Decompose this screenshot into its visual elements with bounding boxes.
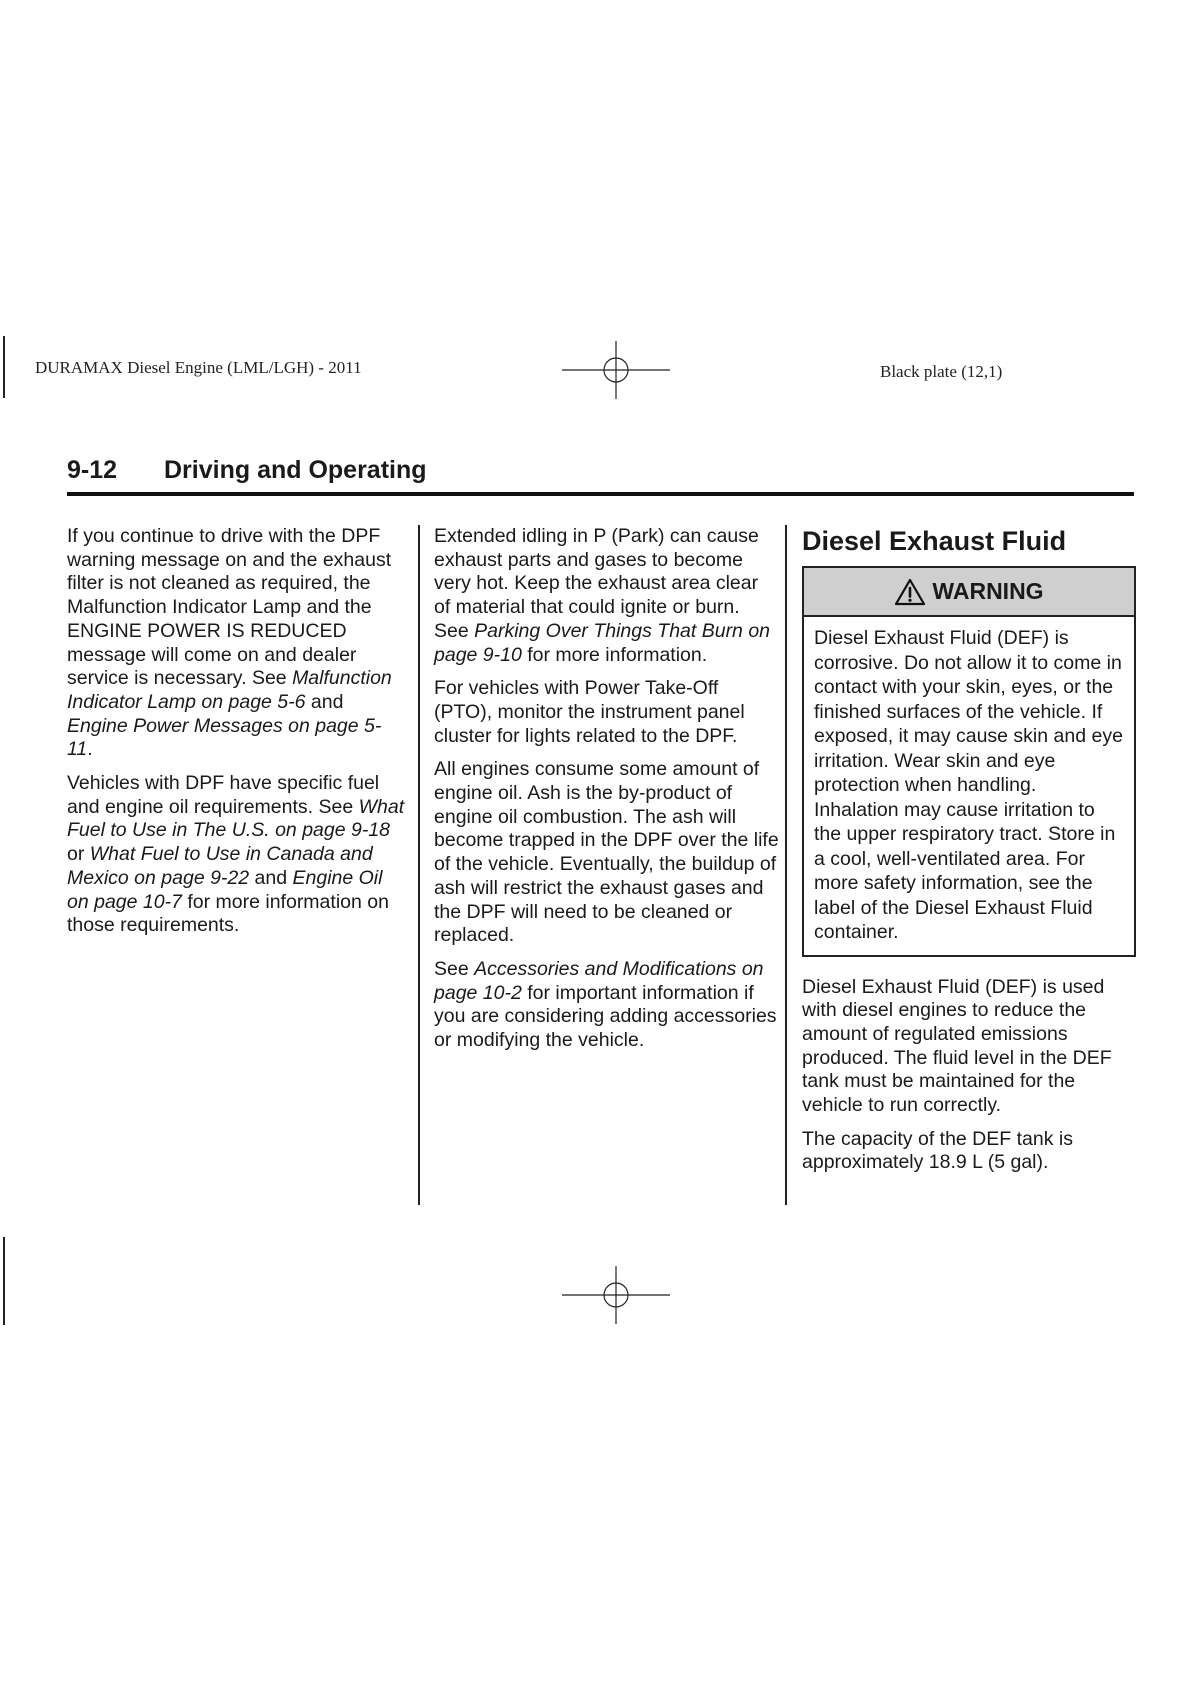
def-description-paragraph: Diesel Exhaust Fluid (DEF) is used with diesel engines to reduce the amount of regulated emissions produced. The fluid level in the DEF tank must be maintained for the vehicle to run correctly. bbox=[802, 975, 1112, 1117]
ash-paragraph: All engines consume some amount of engine oil. Ash is the by-product of engine oil combustion. The ash will become trapped in the DPF over the life of the vehicle. Eventually, the buildup of ash will restrict the exhaust gases and the DPF will need to be cleaned or replaced. bbox=[434, 758, 779, 947]
warning-label: WARNING bbox=[932, 578, 1044, 604]
page-number: 9-12 bbox=[67, 456, 118, 484]
crop-mark-bottom-left bbox=[3, 1237, 5, 1325]
column-divider-1 bbox=[418, 525, 420, 1205]
xref-engine-oil[interactable]: Engine Oil on page 10-7 bbox=[67, 866, 383, 913]
column-1 bbox=[67, 525, 407, 948]
plate-label: Black plate (12,1) bbox=[880, 362, 1003, 381]
idling-paragraph: Extended idling in P (Park) can cause exhaust parts and gases to become very hot. Keep the exhaust area clear of material that could ignite or burn. See Parking Over Things That Burn on page 9-10 for more information. bbox=[434, 525, 771, 666]
column-2 bbox=[434, 525, 779, 1063]
accessories-paragraph: See Accessories and Modifications on page 10-2 for important information if you are considering adding accessories or modifying the vehicle. bbox=[434, 957, 777, 1052]
warning-box bbox=[802, 566, 1136, 957]
def-capacity-paragraph: The capacity of the DEF tank is approximately 18.9 L (5 gal). bbox=[802, 1127, 1073, 1174]
section-title: Driving and Operating bbox=[164, 456, 427, 484]
page-header bbox=[67, 456, 1134, 496]
crop-mark-top-left bbox=[3, 336, 5, 398]
pto-paragraph: For vehicles with Power Take-Off (PTO), monitor the instrument panel cluster for lights related to the DPF. bbox=[434, 677, 745, 747]
dpf-fuel-oil-paragraph: Vehicles with DPF have specific fuel and engine oil requirements. See What Fuel to Use in The U.S. on page 9-18 or What Fuel to Use in Canada and Mexico on page 9-22 and Engine Oil on page 10-7 for more information on those requirements. bbox=[67, 772, 405, 937]
xref-accessories-modifications[interactable]: Accessories and Modifications on page 10-2 bbox=[434, 957, 764, 1004]
warning-header bbox=[804, 568, 1134, 617]
document-id: DURAMAX Diesel Engine (LML/LGH) - 2011 bbox=[35, 358, 362, 377]
column-3 bbox=[802, 525, 1136, 1185]
xref-fuel-us[interactable]: What Fuel to Use in The U.S. on page 9-18 bbox=[67, 795, 405, 842]
warning-text: Diesel Exhaust Fluid (DEF) is corrosive. Do not allow it to come in contact with your skin, eyes, or the finished surfaces of the vehicle. If exposed, it may cause skin and eye irritation. Wear skin and eye protection when handling. Inhalation may cause irritation to the upper respiratory tract. Store in a cool, well-ventilated area. For more safety information, see the label of the Diesel Exhaust Fluid container. bbox=[814, 627, 1123, 943]
dpf-warning-paragraph: If you continue to drive with the DPF warning message on and the exhaust filter is not cleaned as required, the Malfunction Indicator Lamp and the ENGINE POWER IS REDUCED message will come on and dealer service is necessary. See Malfunction Indicator Lamp on page 5-6 and Engine Power Messages on page 5-11. bbox=[67, 525, 392, 761]
xref-parking-over-things[interactable]: Parking Over Things That Burn on page 9-10 bbox=[434, 619, 771, 666]
xref-engine-power-messages[interactable]: Engine Power Messages on page 5-11 bbox=[67, 714, 382, 761]
subsection-title: Diesel Exhaust Fluid bbox=[802, 526, 1067, 556]
xref-fuel-canada-mexico[interactable]: What Fuel to Use in Canada and Mexico on page 9-22 bbox=[67, 843, 373, 889]
registration-mark-top bbox=[562, 341, 670, 399]
xref-malfunction-indicator-lamp[interactable]: Malfunction Indicator Lamp on page 5-6 bbox=[67, 667, 392, 713]
registration-mark-bottom bbox=[562, 1266, 670, 1324]
warning-triangle-icon bbox=[894, 578, 926, 606]
column-divider-2 bbox=[785, 525, 787, 1205]
